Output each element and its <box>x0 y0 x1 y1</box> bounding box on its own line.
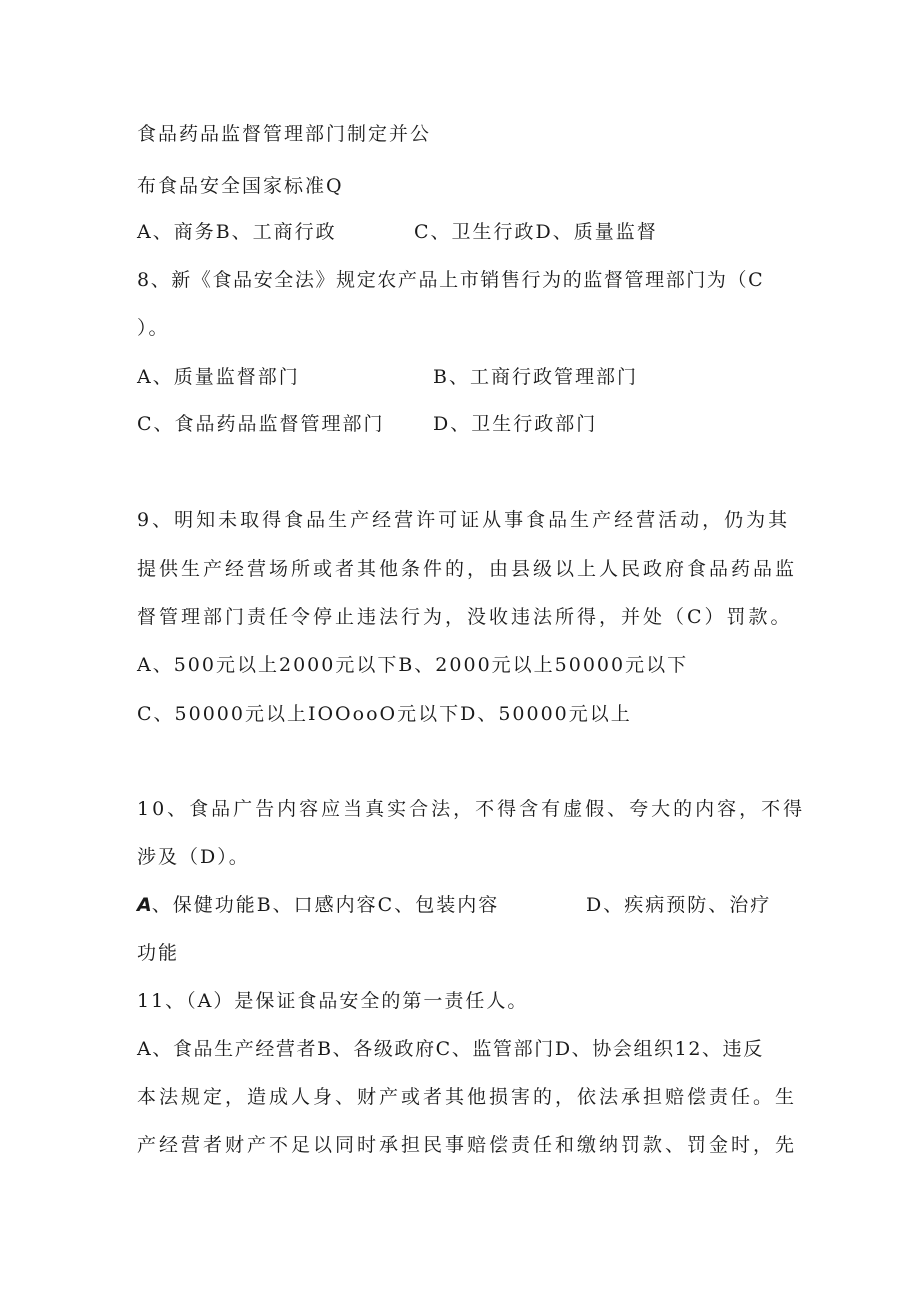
text-line-1: 食品药品监督管理部门制定并公 <box>137 123 432 145</box>
q9-question-line-1: 9、明知未取得食品生产经营许可证从事食品生产经营活动，仍为其 <box>137 509 791 531</box>
q7-option-a-b: A、商务B、工商行政 <box>137 221 337 243</box>
q8-option-b: B、工商行政管理部门 <box>433 366 638 388</box>
q10-option-a-c <box>137 893 499 917</box>
q10-option-a-letter: A <box>137 894 152 916</box>
q10-question-line-2: 涉及（D）。 <box>137 846 250 868</box>
q9-question-line-2: 提供生产经营场所或者其他条件的，由县级以上人民政府食品药品监 <box>137 558 798 580</box>
q9-options-line-1: A、500元以上2000元以下B、2000元以上50000元以下 <box>137 654 689 676</box>
q10-question-line-1: 10、食品广告内容应当真实合法，不得含有虚假、夸大的内容，不得 <box>137 798 806 820</box>
q9-options-line-2: C、50000元以上IOOooO元以下D、50000元以上 <box>137 703 632 725</box>
q10-option-d-continued: 功能 <box>137 942 180 964</box>
text-line-2: 布食品安全国家标准Q <box>137 175 344 197</box>
q10-option-a-c-text: 、保健功能B、口感内容C、包装内容 <box>151 894 500 916</box>
q8-option-c: C、食品药品监督管理部门 <box>137 413 385 435</box>
q12-question-line-2: 本法规定，造成人身、财产或者其他损害的，依法承担赔偿责任。生 <box>137 1086 798 1108</box>
q7-option-c-d: C、卫生行政D、质量监督 <box>414 221 658 243</box>
q11-options-q12-start: A、食品生产经营者B、各级政府C、监管部门D、协会组织12、违反 <box>137 1038 764 1060</box>
q8-question-line-1: 8、新《食品安全法》规定农产品上市销售行为的监督管理部门为（C <box>137 269 765 291</box>
q11-question: 11、（A）是保证食品安全的第一责任人。 <box>137 990 529 1012</box>
q12-question-line-3: 产经营者财产不足以同时承担民事赔偿责任和缴纳罚款、罚金时，先 <box>137 1134 798 1156</box>
q8-option-d: D、卫生行政部门 <box>433 413 598 435</box>
q8-question-line-2: ）。 <box>137 317 170 339</box>
q10-option-d: D、疾病预防、治疗 <box>586 894 772 916</box>
q8-option-a: A、质量监督部门 <box>137 366 300 388</box>
q9-question-line-3: 督管理部门责任令停止违法行为，没收违法所得，并处（C）罚款。 <box>137 606 793 628</box>
